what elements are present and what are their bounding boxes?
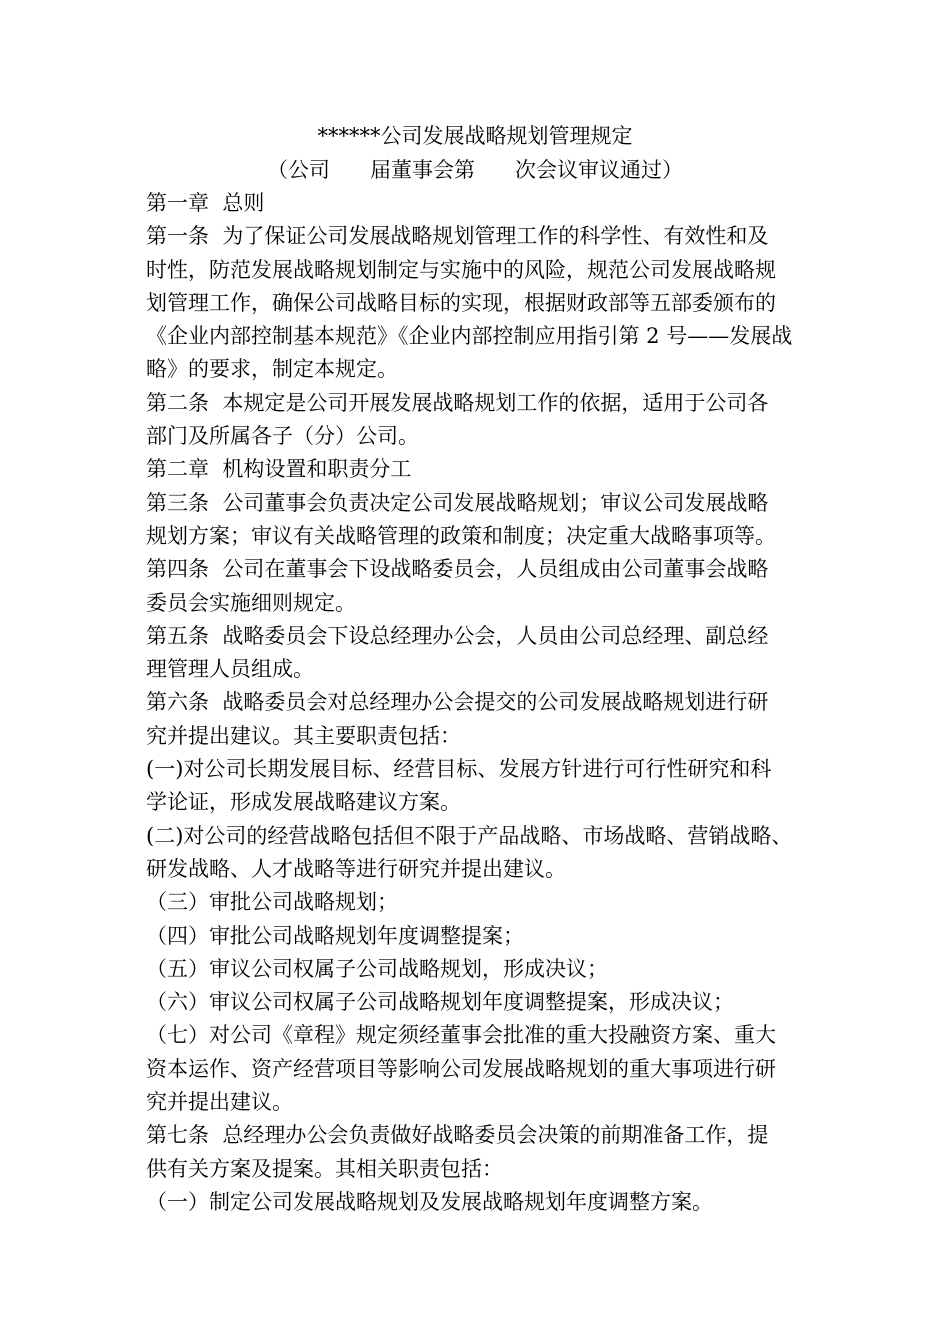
- article-line: 略》的要求，制定本规定。: [146, 357, 398, 382]
- article-line: 规划方案；审议有关战略管理的政策和制度；决定重大战略事项等。: [146, 523, 776, 548]
- list-item-line: (二)对公司的经营战略包括但不限于产品战略、市场战略、营销战略、: [146, 823, 793, 848]
- article-line: 第一条 为了保证公司发展战略规划管理工作的科学性、有效性和及: [146, 224, 769, 249]
- article-line: 第七条 总经理办公会负责做好战略委员会决策的前期准备工作，提: [146, 1123, 769, 1148]
- list-item-line: （四）审批公司战略规划年度调整提案；: [146, 923, 524, 948]
- chapter-heading: 第一章 总则: [146, 191, 265, 215]
- chapter-heading: 第二章 机构设置和职责分工: [146, 457, 412, 482]
- article-line: 部门及所属各子（分）公司。: [146, 424, 419, 449]
- article-line: 第四条 公司在董事会下设战略委员会，人员组成由公司董事会战略: [146, 557, 769, 582]
- article-line: 供有关方案及提案。其相关职责包括：: [146, 1156, 503, 1181]
- article-line: 第三条 公司董事会负责决定公司发展战略规划；审议公司发展战略: [146, 490, 769, 515]
- document-title: ******公司发展战略规划管理规定: [317, 124, 633, 148]
- document-subtitle: （公司 届董事会第 次会议审议通过）: [266, 158, 684, 182]
- list-item-line: （五）审议公司权属子公司战略规划，形成决议；: [146, 956, 608, 981]
- list-item-line: （七）对公司《章程》规定须经董事会批准的重大投融资方案、重大: [146, 1023, 776, 1048]
- article-line: 理管理人员组成。: [146, 657, 314, 682]
- list-item-line: （一）制定公司发展战略规划及发展战略规划年度调整方案。: [146, 1189, 713, 1214]
- list-item-line: （六）审议公司权属子公司战略规划年度调整提案，形成决议；: [146, 990, 734, 1015]
- list-item-line: (一)对公司长期发展目标、经营目标、发展方针进行可行性研究和科: [146, 757, 772, 782]
- article-line: 第五条 战略委员会下设总经理办公会，人员由公司总经理、副总经: [146, 623, 769, 648]
- list-item-line: 究并提出建议。: [146, 1090, 293, 1115]
- article-line: 第二条 本规定是公司开展发展战略规划工作的依据，适用于公司各: [146, 390, 769, 415]
- list-item-line: 学论证，形成发展战略建议方案。: [146, 790, 461, 815]
- article-line: 委员会实施细则规定。: [146, 590, 356, 615]
- article-line: 划管理工作，确保公司战略目标的实现，根据财政部等五部委颁布的: [146, 290, 776, 315]
- list-item-line: 资本运作、资产经营项目等影响公司发展战略规划的重大事项进行研: [146, 1056, 776, 1081]
- list-item-line: 研发战略、人才战略等进行研究并提出建议。: [146, 856, 566, 881]
- article-line: 第六条 战略委员会对总经理办公会提交的公司发展战略规划进行研: [146, 690, 769, 715]
- list-item-line: （三）审批公司战略规划；: [146, 890, 398, 915]
- article-line: 时性，防范发展战略规划制定与实施中的风险，规范公司发展战略规: [146, 257, 776, 282]
- article-line: 究并提出建议。其主要职责包括：: [146, 723, 461, 748]
- article-line: 《企业内部控制基本规范》《企业内部控制应用指引第 2 号——发展战: [146, 324, 793, 349]
- document-body: [146, 187, 826, 1219]
